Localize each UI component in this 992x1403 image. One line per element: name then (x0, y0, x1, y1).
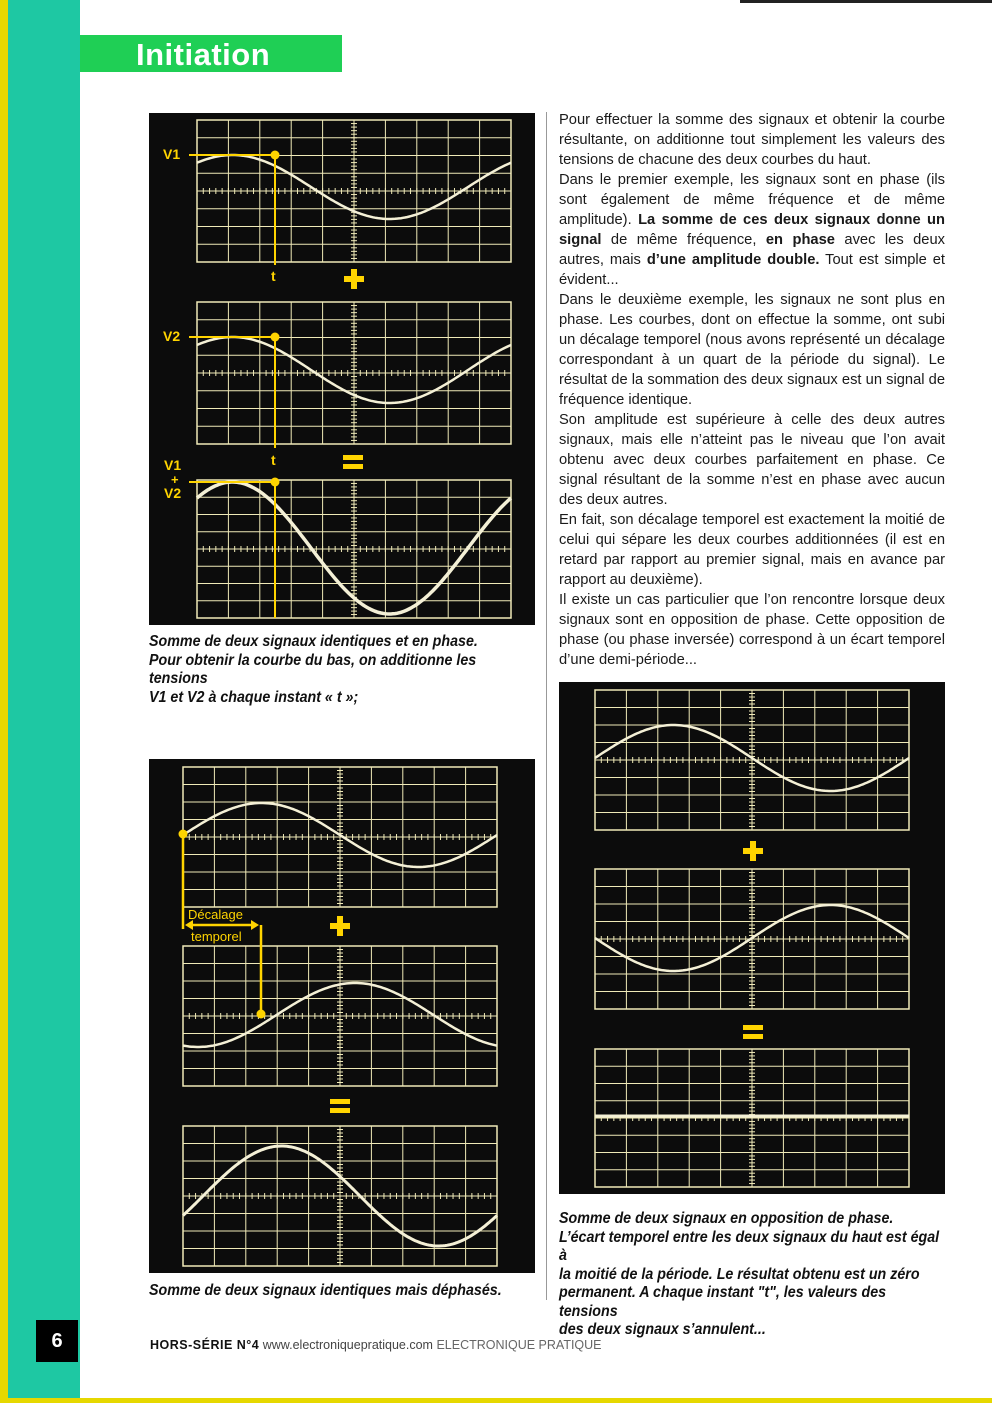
figure3-caption (559, 1210, 945, 1340)
plus-icon (344, 269, 364, 289)
text-run: de même fréquence, (601, 232, 766, 248)
figure2-caption (149, 1282, 535, 1301)
top-rule (740, 0, 992, 3)
label-sum-bottom: V2 (164, 485, 182, 501)
bold-run: en phase (765, 232, 835, 248)
text-run: avec les deux autres, mais (559, 232, 945, 268)
shift-label-line2: temporel (191, 929, 242, 944)
paragraph: Dans le deuxième exemple, les signaux ne sont plus en phase. Les courbes, dont on effectue la somme, ont subi un décalage temporel (nous avons représenté un décalage correspondant à un quart de la période du signal). Le résultat de la sommation des deux signaux est un signal de fréquence identique. (559, 292, 945, 408)
footer (150, 1338, 602, 1352)
paragraph: Il existe un cas particulier que l’on rencontre lorsque deux signaux sont en opposition de phase. Cette opposition de phase (ou phase inversée) correspond à un écart temporel d’une demi-période... (559, 592, 945, 668)
caption-line: Pour obtenir la courbe du bas, on additionne les tensions (149, 651, 477, 687)
marker-second (257, 1010, 266, 1019)
figure-in-phase (149, 113, 535, 625)
grid-3a (595, 690, 909, 830)
equals-icon (330, 1099, 350, 1113)
page-number: 6 (36, 1320, 78, 1362)
caption-line: Somme de deux signaux identiques et en phase. (149, 633, 478, 650)
column-divider (546, 112, 547, 1300)
caption-line: V1 et V2 à chaque instant « t »; (149, 688, 359, 706)
section-header (80, 35, 342, 72)
caption-line: des deux signaux s’annulent... (559, 1321, 766, 1338)
paragraph (559, 170, 945, 290)
paragraph: En fait, son décalage temporel est exactement la moitié de celui qui sépare les deux courbes additionnées (il est en retard par rapport au premier signal, mais en avance par rapport au deuxième). (559, 512, 945, 588)
bold-run: d’une amplitude double. (646, 252, 820, 268)
equals-icon (343, 455, 363, 469)
caption-line: permanent. A chaque instant "t", les valeurs des tensions (559, 1284, 887, 1320)
plus-icon (743, 841, 763, 861)
marker-v1 (271, 151, 280, 160)
figure1-caption (149, 633, 535, 707)
plus-icon (330, 916, 350, 936)
caption-line: Somme de deux signaux identiques mais déphasés. (149, 1282, 502, 1299)
paragraph: Pour effectuer la somme des signaux et obtenir la courbe résultante, on additionne tout simplement les valeurs des tensions de chacune des deux courbes du haut. (559, 112, 945, 168)
marker-sum (271, 478, 280, 487)
grid-2a (183, 767, 497, 907)
caption-line: Somme de deux signaux en opposition de phase. (559, 1210, 894, 1227)
side-edge-stripe (0, 0, 8, 1403)
caption-line: la moitié de la période. Le résultat obtenu est un zéro (559, 1265, 920, 1283)
label-sum-plus: + (171, 472, 179, 487)
text-run: Dans le premier exemple, les signaux sont en phase (ils sont également de même fréquence et de même amplitude). (559, 172, 945, 228)
bottom-rule (0, 1398, 992, 1403)
side-color-band (0, 0, 80, 1403)
label-v2: V2 (163, 328, 181, 344)
figure-phase-shifted (149, 759, 535, 1273)
section-title: Initiation (136, 37, 271, 72)
label-t2: t (271, 452, 276, 468)
caption-line: L’écart temporel entre les deux signaux du haut est égal à (559, 1228, 940, 1264)
text-run: Tout est simple et évident... (559, 252, 946, 288)
equals-icon (743, 1025, 763, 1039)
article-body (559, 110, 945, 670)
figure-phase-opposition (559, 682, 945, 1194)
paragraph: Son amplitude est supérieure à celle des deux autres signaux, mais elle n’atteint pas le niveau que l’on avait obtenu avec deux courbes parfaitement en phase. Ce signal résultant de la somme n’est en phase avec aucun des deux autres. (559, 412, 945, 508)
label-v1: V1 (163, 146, 181, 162)
footer-magazine: ELECTRONIQUE PRATIQUE (436, 1338, 602, 1352)
footer-url[interactable]: www.electroniquepratique.com (262, 1338, 433, 1352)
marker-v2 (271, 333, 280, 342)
grid-2b (183, 946, 497, 1086)
grid-3c (595, 1049, 909, 1187)
label-sum-top: V1 (164, 457, 182, 473)
bold-run: La somme de ces deux signaux donne un signal (559, 212, 945, 248)
marker-first (179, 830, 188, 839)
footer-series: HORS-SÉRIE N°4 (150, 1338, 260, 1352)
shift-label-line1: Décalage (188, 907, 243, 922)
label-t1: t (271, 268, 276, 284)
